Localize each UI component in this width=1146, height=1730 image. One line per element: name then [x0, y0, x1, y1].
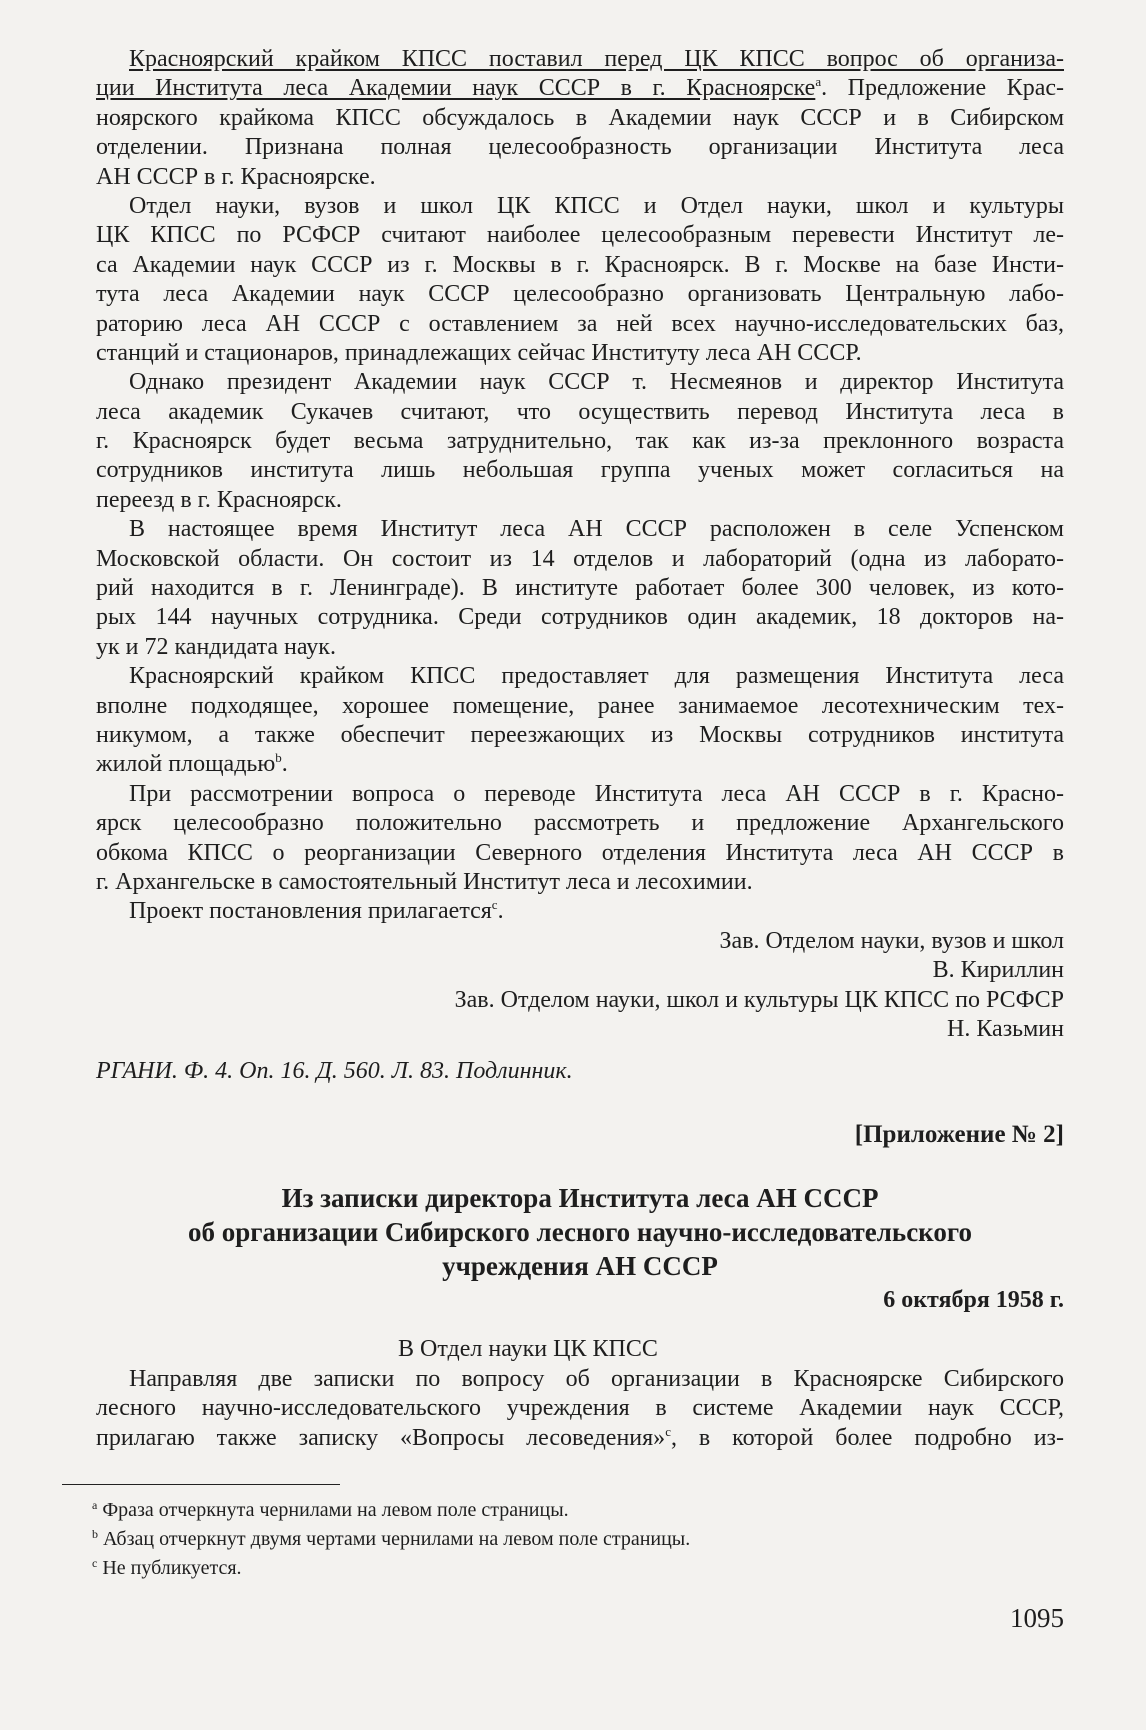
text-line: леса академик Сукачев считают, что осуществить перевод Института леса в: [96, 398, 1064, 425]
text-line: никумом, а также обеспечит переезжающих из Москвы сотрудников института: [96, 721, 1064, 748]
text-line: г. Архангельске в самостоятельный Институт леса и лесохимии.: [96, 868, 753, 895]
footnote-divider: [62, 1484, 340, 1485]
text-line: са Академии наук СССР из г. Москвы в г. Красноярск. В г. Москве на базе Инсти-: [96, 251, 1064, 278]
appendix-label: [Приложение № 2]: [854, 1120, 1064, 1148]
text-line: ЦК КПСС по РСФСР считают наиболее целесообразным перевести Институт ле-: [96, 222, 1064, 249]
paragraph-7: Проект постановления прилагается$^c$.: [129, 897, 504, 925]
footnote-marker: b: [275, 750, 282, 766]
appendix-title: [96, 1181, 1064, 1283]
document-body: [96, 45, 1064, 1453]
text-line: ярск целесообразно положительно рассмотреть и предложение Архангельского: [96, 810, 1064, 837]
paragraph-5: Красноярский крайком КПСС предоставляет для размещения Института леса вполне подходящее, хорошее помещение, ранее занимаемое лесотехническим тех- никумом, а также обеспечит переезжающих из Москвы сотрудников института жилой площадью$^b$.: [96, 663, 1064, 778]
footnote: $^c$ Не публикуется.: [92, 1556, 242, 1579]
text-line: обкома КПСС о реорганизации Северного отделения Института леса АН СССР в: [96, 839, 1064, 866]
footnote-marker: c: [665, 1423, 671, 1439]
paragraph-1: Красноярский крайком КПСС поставил перед ЦК КПСС вопрос об организа- ции Института леса Академии наук СССР в г. Красноярске$^a$. Предложение Крас- ноярского крайкома КПСС обсуждалось в Академии наук СССР и в Сибирском отделении. Признана полная целесообразность организации Института леса АН СССР в г. Красноярске.: [96, 45, 1064, 192]
title-line: Из записки директора Института леса АН СССР: [281, 1183, 879, 1214]
title-line: об организации Сибирского лесного научно-исследовательского: [188, 1217, 972, 1248]
text-line: рий находится в г. Ленинграде). В институте работает более 300 человек, из кото-: [96, 575, 1064, 602]
text-line: раторию леса АН СССР с оставлением за ней всех научно-исследовательских баз,: [96, 310, 1064, 337]
paragraph-3: [96, 368, 1064, 515]
text-line: вполне подходящее, хорошее помещение, ранее занимаемое лесотехническим тех-: [96, 692, 1064, 719]
appendix-paragraph: Направляя две записки по вопросу об организации в Красноярске Сибирского лесного научно-исследовательского учреждения в системе Академии наук СССР, прилагаю также записку «Вопросы лесоведения»$^c$, в которой более подробно из-: [96, 1365, 1064, 1451]
footnote: $^b$ Абзац отчеркнут двумя чертами чернилами на левом поле страницы.: [92, 1527, 691, 1550]
text-line: станций и стационаров, принадлежащих сейчас Институту леса АН СССР.: [96, 339, 862, 366]
text-line: ноярского крайкома КПСС обсуждалось в Академии наук СССР и в Сибирском: [96, 104, 1064, 131]
text-line: В настоящее время Институт леса АН СССР расположен в селе Успенском: [129, 516, 1064, 543]
signature-position: Зав. Отделом науки, школ и культуры ЦК КПСС по РСФСР: [454, 986, 1064, 1013]
paragraph-4: [96, 515, 1064, 662]
addressee: В Отдел науки ЦК КПСС: [398, 1336, 658, 1363]
text-line: Красноярский крайком КПСС предоставляет для размещения Института леса: [129, 663, 1064, 690]
text-line: отделении. Признана полная целесообразность организации Института леса: [96, 134, 1064, 161]
footnote-marker: c: [491, 897, 498, 913]
signature-block: [96, 927, 1064, 1045]
text-line: При рассмотрении вопроса о переводе Института леса АН СССР в г. Красно-: [129, 780, 1064, 807]
title-line: учреждения АН СССР: [442, 1251, 718, 1282]
archive-source: РГАНИ. Ф. 4. Оп. 16. Д. 560. Л. 83. Подлинник.: [96, 1058, 573, 1085]
text-line: лесного научно-исследовательского учреждения в системе Академии наук СССР,: [96, 1395, 1064, 1422]
text-line: г. Красноярск будет весьма затруднительно, так как из-за преклонного возраста: [96, 428, 1064, 455]
footnotes: [92, 1496, 690, 1583]
page-number: 1095: [1010, 1603, 1064, 1633]
signature-position: Зав. Отделом науки, вузов и школ: [719, 927, 1064, 954]
text-line: тута леса Академии наук СССР целесообразно организовать Центральную лабо-: [96, 281, 1064, 308]
signature-name: В. Кириллин: [932, 957, 1064, 984]
underlined-text: ции Института леса Академии наук СССР в г. Красноярске: [96, 75, 816, 102]
underlined-text: Красноярский крайком КПСС поставил перед ЦК КПСС вопрос об организа-: [129, 46, 1064, 72]
text-line: переезд в г. Красноярск.: [96, 486, 342, 513]
text-line: Однако президент Академии наук СССР т. Несмеянов и директор Института: [129, 369, 1064, 396]
footnote: $^a$ Фраза отчеркнута чернилами на левом поле страницы.: [92, 1498, 569, 1521]
text-line: ук и 72 кандидата наук.: [96, 633, 336, 660]
footnote-marker: a: [815, 74, 822, 90]
text-line: Московской области. Он состоит из 14 отделов и лабораторий (одна из лаборато-: [96, 545, 1064, 572]
text-line: рых 144 научных сотрудника. Среди сотрудников один академик, 18 докторов на-: [96, 604, 1064, 631]
text-line: сотрудников института лишь небольшая группа ученых может согласиться на: [96, 457, 1064, 484]
text-line: Отдел науки, вузов и школ ЦК КПСС и Отдел науки, школ и культуры: [129, 192, 1064, 219]
paragraph-6: [96, 780, 1064, 898]
text-line: АН СССР в г. Красноярске.: [96, 163, 376, 190]
signature-name: Н. Казьмин: [947, 1015, 1064, 1042]
text-line: Направляя две записки по вопросу об организации в Красноярске Сибирского: [129, 1365, 1064, 1392]
document-date: 6 октября 1958 г.: [883, 1287, 1064, 1314]
paragraph-2: [96, 192, 1064, 368]
